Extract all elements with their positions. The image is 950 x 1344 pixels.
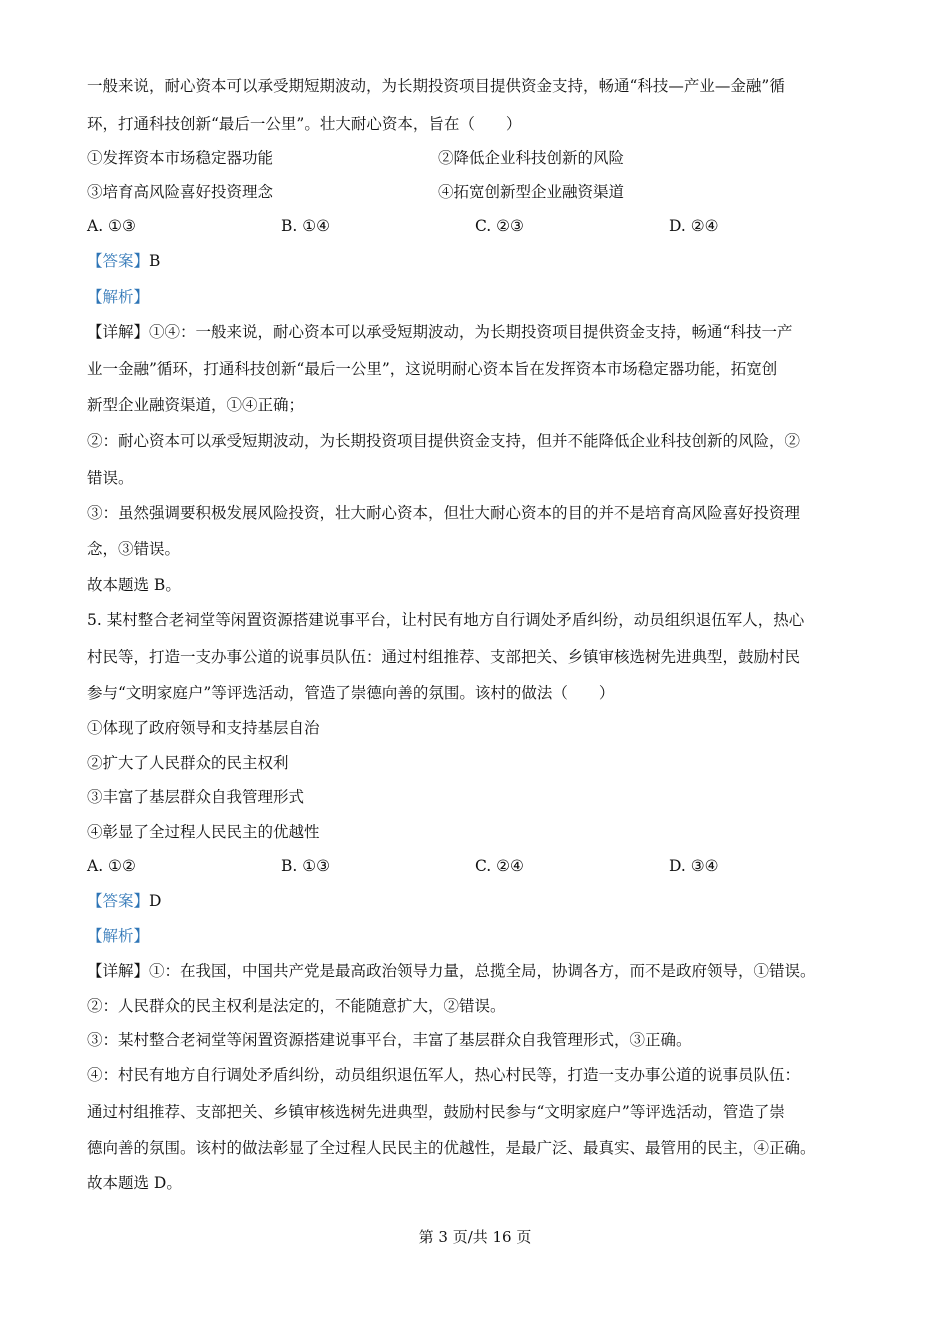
q5-detail-line: ④：村民有地方自行调处矛盾纠纷，动员组织退伍军人，热心村民等，打造一支办事公道的说事员队伍：: [87, 1066, 801, 1084]
q5-choice: A. ①②: [87, 857, 136, 875]
q4-option: ④拓宽创新型企业融资渠道: [438, 183, 625, 201]
q5-choice: C. ②④: [475, 857, 524, 875]
q4-answer: [87, 251, 160, 271]
q4-detail-line: [87, 322, 792, 342]
q4-choice: A. ①③: [87, 217, 136, 235]
detail-label: 【详解】: [87, 323, 150, 341]
answer-value: B: [149, 252, 161, 270]
q5-stem-line: 参与“文明家庭户”等评选活动，管造了崇德向善的氛围。该村的做法（ ）: [87, 684, 615, 702]
q4-stem-line: 环，打通科技创新“最后一公里”。壮大耐心资本，旨在（ ）: [87, 115, 522, 133]
q5-option: ②扩大了人民群众的民主权利: [87, 754, 289, 772]
q5-option: ③丰富了基层群众自我管理形式: [87, 788, 305, 806]
q5-answer: [87, 891, 161, 911]
q4-option: ③培育高风险喜好投资理念: [87, 183, 274, 201]
q4-detail-line: 错误。: [87, 469, 134, 487]
q4-choice: C. ②③: [475, 217, 524, 235]
q5-choice: D. ③④: [669, 857, 719, 875]
detail-text: ①：在我国，中国共产党是最高政治领导力量，总揽全局，协调各方，而不是政府领导，①错误。: [149, 962, 816, 980]
q5-option: ④彰显了全过程人民民主的优越性: [87, 823, 320, 841]
q4-choice: D. ②④: [669, 217, 719, 235]
analysis-label: 【解析】: [87, 288, 150, 306]
page-footer: 第 3 页/共 16 页: [418, 1228, 532, 1246]
q5-choice: B. ①③: [281, 857, 331, 875]
q4-option: ①发挥资本市场稳定器功能: [87, 149, 274, 167]
q5-stem-line: 村民等，打造一支办事公道的说事员队伍：通过村组推荐、支部把关、乡镇审核选树先进典型，鼓励村民: [87, 648, 801, 666]
detail-label: 【详解】: [87, 962, 150, 980]
q5-detail-line: 德向善的氛围。该村的做法彰显了全过程人民民主的优越性，是最广泛、最真实、最管用的民主，④正确。: [87, 1139, 816, 1157]
q5-detail-line: 故本题选 D。: [87, 1174, 182, 1192]
answer-label: 【答案】: [87, 892, 150, 910]
q4-detail-line: ②：耐心资本可以承受短期波动，为长期投资项目提供资金支持，但并不能降低企业科技创新的风险，②: [87, 432, 801, 450]
answer-label: 【答案】: [87, 252, 150, 270]
q4-option: ②降低企业科技创新的风险: [438, 149, 625, 167]
analysis-label: 【解析】: [87, 927, 150, 945]
q4-detail-line: 念，③错误。: [87, 540, 181, 558]
q4-detail-line: ③：虽然强调要积极发展风险投资，壮大耐心资本，但壮大耐心资本的目的并不是培育高风险喜好投资理: [87, 504, 801, 522]
answer-value: D: [149, 892, 162, 910]
q5-stem-line: 5. 某村整合老祠堂等闲置资源搭建说事平台，让村民有地方自行调处矛盾纠纷，动员组织退伍军人，热心: [87, 611, 805, 629]
q4-detail-line: 新型企业融资渠道，①④正确；: [87, 396, 305, 414]
q4-choice: B. ①④: [281, 217, 331, 235]
q5-detail-line: ②：人民群众的民主权利是法定的，不能随意扩大，②错误。: [87, 997, 506, 1015]
q5-option: ①体现了政府领导和支持基层自治: [87, 719, 320, 737]
q5-detail-line: [87, 961, 816, 981]
q5-detail-line: 通过村组推荐、支部把关、乡镇审核选树先进典型，鼓励村民参与“文明家庭户”等评选活动，管造了崇: [87, 1103, 785, 1121]
detail-text: ①④：一般来说，耐心资本可以承受短期波动，为长期投资项目提供资金支持，畅通“科技一产: [149, 323, 793, 341]
q4-detail-line: 故本题选 B。: [87, 576, 181, 594]
q4-detail-line: 业一金融”循环，打通科技创新“最后一公里”，这说明耐心资本旨在发挥资本市场稳定器功能，拓宽创: [87, 360, 778, 378]
q5-detail-line: ③：某村整合老祠堂等闲置资源搭建说事平台，丰富了基层群众自我管理形式，③正确。: [87, 1031, 692, 1049]
q4-stem-line: 一般来说，耐心资本可以承受期短期波动，为长期投资项目提供资金支持，畅通“科技—产业—金融”循: [87, 77, 785, 95]
